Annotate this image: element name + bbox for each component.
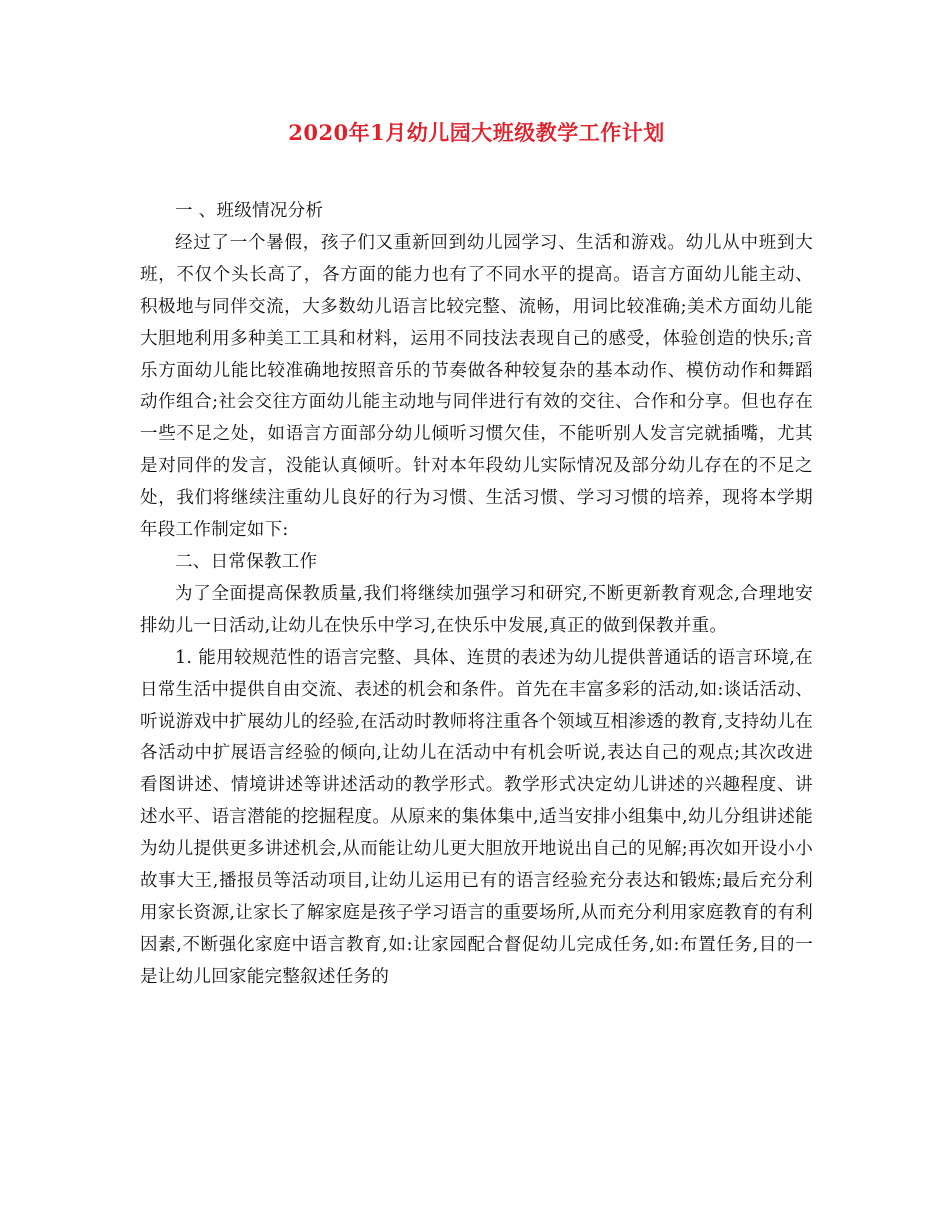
paragraph-daily-care-intro: 为了全面提高保教质量,我们将继续加强学习和研究,不断更新教育观念,合理地安排幼儿一日活动,让幼儿在快乐中学习,在快乐中发展,真正的做到保教并重。	[140, 583, 813, 636]
document-body	[140, 196, 813, 994]
document-title: 2020年1月幼儿园大班级教学工作计划	[288, 120, 665, 145]
paragraph-language-environment: 1. 能用较规范性的语言完整、具体、连贯的表述为幼儿提供普通话的语言环境,在日常生活中提供自由交流、表述的机会和条件。首先在丰富多彩的活动,如:谈话活动、听说游戏中扩展幼儿的经验,在活动时教师将注重各个领域互相渗透的教育,支持幼儿在各活动中扩展语言经验的倾向,让幼儿在活动中有机会听说,表达自己的观点;其次改进看图讲述、情境讲述等讲述活动的教学形式。教学形式决定幼儿讲述的兴趣程度、讲述水平、语言潜能的挖掘程度。从原来的集体集中,适当安排小组集中,幼儿分组讲述能为幼儿提供更多讲述机会,从而能让幼儿更大胆放开地说出自己的见解;再次如开设小小故事大王,播报员等活动项目,让幼儿运用已有的语言经验充分表达和锻炼;最后充分利用家长资源,让家长了解家庭是孩子学习语言的重要场所,从而充分利用家庭教育的有利因素,不断强化家庭中语言教育,如:让家园配合督促幼儿完成任务,如:布置任务,目的一是让幼儿回家能完整叙述任务的	[140, 647, 813, 987]
section-heading-daily-care: 二、日常保教工作	[175, 551, 318, 572]
paragraph-class-analysis: 经过了一个暑假，孩子们又重新回到幼儿园学习、生活和游戏。幼儿从中班到大班，不仅个头长高了，各方面的能力也有了不同水平的提高。语言方面幼儿能主动、积极地与同伴交流，大多数幼儿语言比较完整、流畅，用词比较准确;美术方面幼儿能大胆地利用多种美工工具和材料，运用不同技法表现自己的感受，体验创造的快乐;音乐方面幼儿能比较准确地按照音乐的节奏做各种较复杂的基本动作、模仿动作和舞蹈动作组合;社会交往方面幼儿能主动地与同伴进行有效的交往、合作和分享。但也存在一些不足之处，如语言方面部分幼儿倾听习惯欠佳，不能听别人发言完就插嘴，尤其是对同伴的发言，没能认真倾听。针对本年段幼儿实际情况及部分幼儿存在的不足之处，我们将继续注重幼儿良好的行为习惯、生活习惯、学习习惯的培养，现将本学期年段工作制定如下:	[140, 232, 813, 541]
section-heading-class-analysis: 一 、班级情况分析	[175, 201, 324, 221]
